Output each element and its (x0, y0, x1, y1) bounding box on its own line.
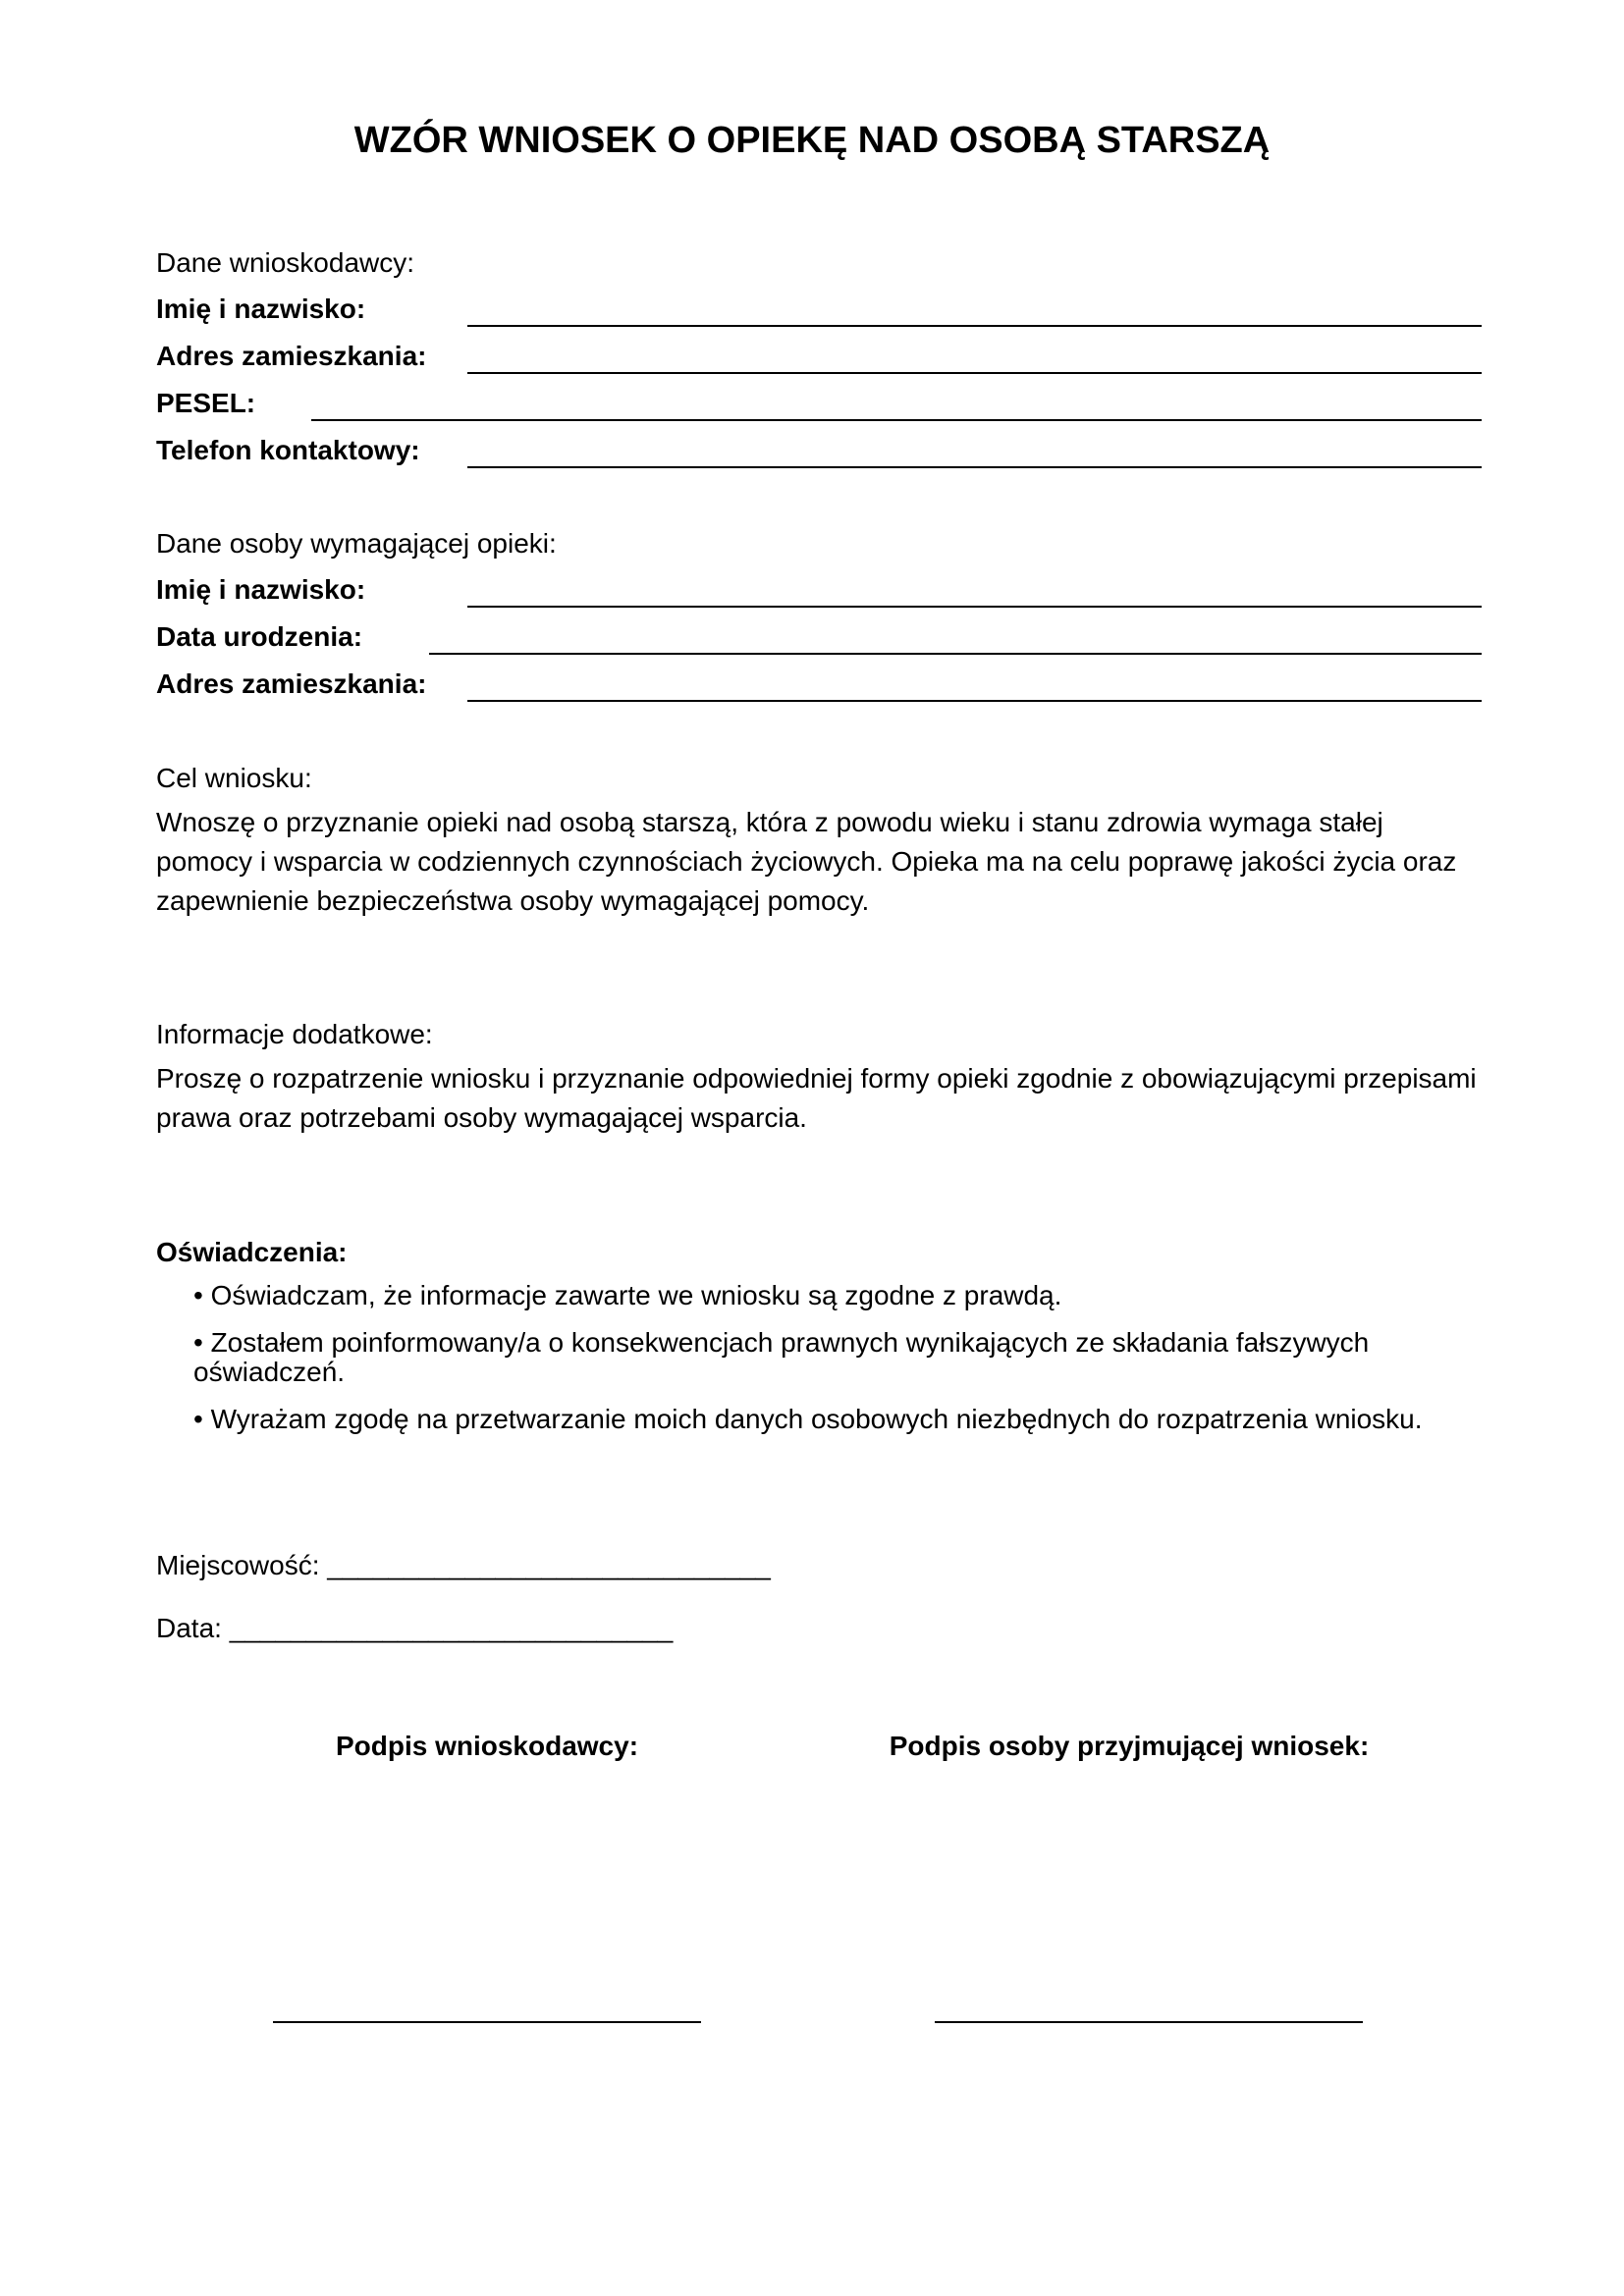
paragraph-line: zapewnienie bezpieczeństwa osoby wymagającej pomocy. (156, 885, 870, 916)
field-label: Telefon kontaktowy: (156, 435, 420, 465)
paragraph-line: pomocy i wsparcia w codziennych czynnościach życiowych. Opieka ma na celu poprawę jakości życia oraz (156, 846, 1457, 877)
purpose-heading: Cel wniosku: (156, 763, 312, 793)
receiver-signature-label: Podpis osoby przyjmującej wniosek: (889, 1731, 1370, 1761)
paragraph-line: prawa oraz potrzebami osoby wymagającej wsparcia. (156, 1102, 807, 1133)
fill-line (467, 700, 1482, 702)
care-person-name-field[interactable] (156, 572, 1482, 608)
applicant-name-field[interactable] (156, 292, 1482, 327)
applicant-address-field[interactable] (156, 339, 1482, 374)
applicant-phone-field[interactable] (156, 433, 1482, 468)
applicant-heading: Dane wnioskodawcy: (156, 247, 415, 278)
fill-line (311, 419, 1482, 421)
field-label: Data urodzenia: (156, 621, 363, 652)
fill-line (467, 606, 1482, 608)
place-field[interactable]: Miejscowość: _____________________________ (156, 1550, 771, 1580)
field-label: PESEL: (156, 388, 256, 418)
document-title: WZÓR WNIOSEK O OPIEKĘ NAD OSOBĄ STARSZĄ (353, 120, 1271, 161)
declaration-item: • Zostałem poinformowany/a o konsekwencjach prawnych wynikających ze składania fałszywych oświadczeń. (193, 1327, 1370, 1387)
applicant-signature-label: Podpis wnioskodawcy: (335, 1731, 639, 1761)
field-label: Adres zamieszkania: (156, 668, 427, 699)
declaration-item: • Oświadczam, że informacje zawarte we wniosku są zgodne z prawdą. (193, 1280, 1062, 1310)
care-person-heading: Dane osoby wymagającej opieki: (156, 528, 557, 559)
paragraph-line: Proszę o rozpatrzenie wniosku i przyznanie odpowiedniej formy opieki zgodnie z obowiązującymi przepisami (156, 1063, 1477, 1094)
additional-paragraph (156, 1059, 1491, 1138)
purpose-paragraph (156, 803, 1491, 921)
fill-line (467, 372, 1482, 374)
applicant-pesel-field[interactable] (156, 386, 1482, 421)
field-label: Imię i nazwisko: (156, 294, 366, 324)
receiver-signature-line[interactable] (935, 2021, 1363, 2023)
declarations-list (193, 1281, 1470, 1452)
declaration-item: • Wyrażam zgodę na przetwarzanie moich danych osobowych niezbędnych do rozpatrzenia wniosku. (193, 1404, 1423, 1434)
applicant-signature-line[interactable] (273, 2021, 701, 2023)
care-person-address-field[interactable] (156, 667, 1482, 702)
fill-line (429, 653, 1482, 655)
paragraph-line: Wnoszę o przyznanie opieki nad osobą starszą, która z powodu wieku i stanu zdrowia wymaga stałej (156, 807, 1383, 837)
field-label: Adres zamieszkania: (156, 341, 427, 371)
additional-heading: Informacje dodatkowe: (156, 1019, 433, 1049)
fill-line (467, 325, 1482, 327)
field-label: Imię i nazwisko: (156, 574, 366, 605)
fill-line (467, 466, 1482, 468)
declarations-heading: Oświadczenia: (156, 1237, 348, 1267)
date-field[interactable]: Data: _____________________________ (156, 1613, 674, 1643)
care-person-birthdate-field[interactable] (156, 619, 1482, 655)
